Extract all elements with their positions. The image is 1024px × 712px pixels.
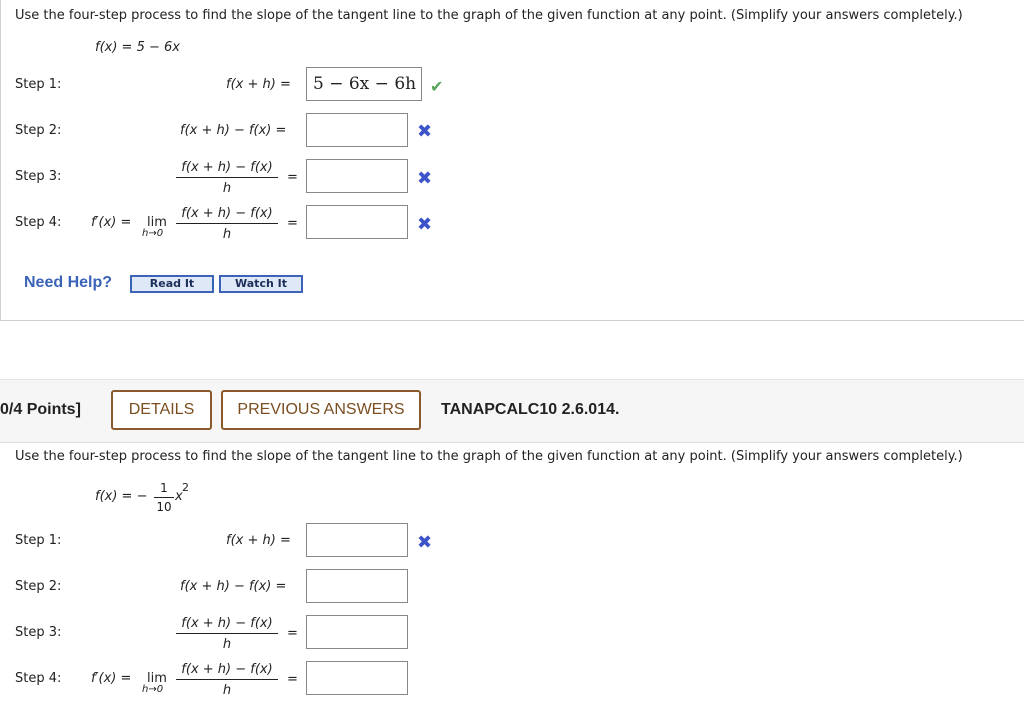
incorrect-x-icon: ✖ [417, 168, 433, 189]
q2-step4-prefix: f′(x) = [91, 671, 132, 686]
q2-step1-expr: f(x + h) = [226, 533, 291, 548]
q1-step4-label: Step 4: [15, 215, 62, 230]
q2-step1-answer[interactable] [306, 523, 408, 557]
equals-sign: = [287, 170, 298, 185]
fraction-denominator: h [222, 181, 232, 196]
fraction-numerator: f(x + h) − f(x) [176, 662, 278, 680]
q2-step3-label: Step 3: [15, 625, 62, 640]
fraction-numerator: 1 [154, 481, 174, 498]
q2-step4-answer[interactable] [306, 661, 408, 695]
q2-step2-expr: f(x + h) − f(x) = [180, 579, 287, 594]
panel-left-border [0, 0, 1, 320]
q1-step1-label: Step 1: [15, 77, 62, 92]
q2-instructions: Use the four-step process to find the slope of the tangent line to the graph of the given function at any point. (Simplify your answers completely.) [15, 449, 963, 464]
read-it-button[interactable]: Read It [130, 275, 214, 293]
q2-function-var: x [175, 489, 183, 504]
need-help-label: Need Help? [24, 274, 113, 291]
q2-function-prefix: f(x) = − [95, 489, 148, 504]
q2-code: TANAPCALC10 2.6.014. [441, 401, 620, 418]
q1-instructions: Use the four-step process to find the slope of the tangent line to the graph of the given function at any point. (Simplify your answers completely.) [15, 8, 963, 23]
check-icon: ✔ [430, 77, 444, 96]
limit-subscript: h→0 [142, 684, 164, 695]
details-button[interactable]: DETAILS [111, 390, 212, 430]
limit-symbol: lim [147, 215, 167, 230]
q1-step2-expr: f(x + h) − f(x) = [180, 123, 287, 138]
q2-step1-label: Step 1: [15, 533, 62, 548]
q2-step3-answer[interactable] [306, 615, 408, 649]
q2-step4-fraction [176, 662, 278, 698]
q1-step3-fraction [176, 160, 278, 196]
equals-sign: = [287, 672, 298, 687]
fraction-denominator: h [222, 227, 232, 242]
q1-step3-answer[interactable] [306, 159, 408, 193]
incorrect-x-icon: ✖ [417, 121, 433, 142]
q2-step2-answer[interactable] [306, 569, 408, 603]
watch-it-button[interactable]: Watch It [219, 275, 303, 293]
panel-bottom-border [0, 320, 1024, 321]
incorrect-x-icon: ✖ [417, 214, 433, 235]
q2-step2-label: Step 2: [15, 579, 62, 594]
q2-step4-label: Step 4: [15, 671, 62, 686]
fraction-denominator: 10 [156, 500, 172, 514]
q2-points: 0/4 Points] [0, 401, 81, 418]
fraction-denominator: h [222, 637, 232, 652]
q1-step1-expr: f(x + h) = [226, 77, 291, 92]
q2-function-fraction [154, 481, 174, 514]
q2-step3-fraction [176, 616, 278, 652]
q1-step4-answer[interactable] [306, 205, 408, 239]
fraction-numerator: f(x + h) − f(x) [176, 160, 278, 178]
q1-step3-label: Step 3: [15, 169, 62, 184]
q1-step4-fraction [176, 206, 278, 242]
equals-sign: = [287, 216, 298, 231]
q2-function-exponent: 2 [182, 481, 189, 494]
q1-step2-answer[interactable] [306, 113, 408, 147]
previous-answers-button[interactable]: PREVIOUS ANSWERS [221, 390, 421, 430]
q1-step2-label: Step 2: [15, 123, 62, 138]
q1-step1-answer[interactable]: 5 − 6x − 6h [306, 67, 422, 101]
fraction-numerator: f(x + h) − f(x) [176, 616, 278, 634]
incorrect-x-icon: ✖ [417, 532, 433, 553]
fraction-denominator: h [222, 683, 232, 698]
q1-function: f(x) = 5 − 6x [95, 40, 180, 55]
equals-sign: = [287, 626, 298, 641]
q1-step4-prefix: f′(x) = [91, 215, 132, 230]
limit-symbol: lim [147, 671, 167, 686]
limit-subscript: h→0 [142, 228, 164, 239]
fraction-numerator: f(x + h) − f(x) [176, 206, 278, 224]
